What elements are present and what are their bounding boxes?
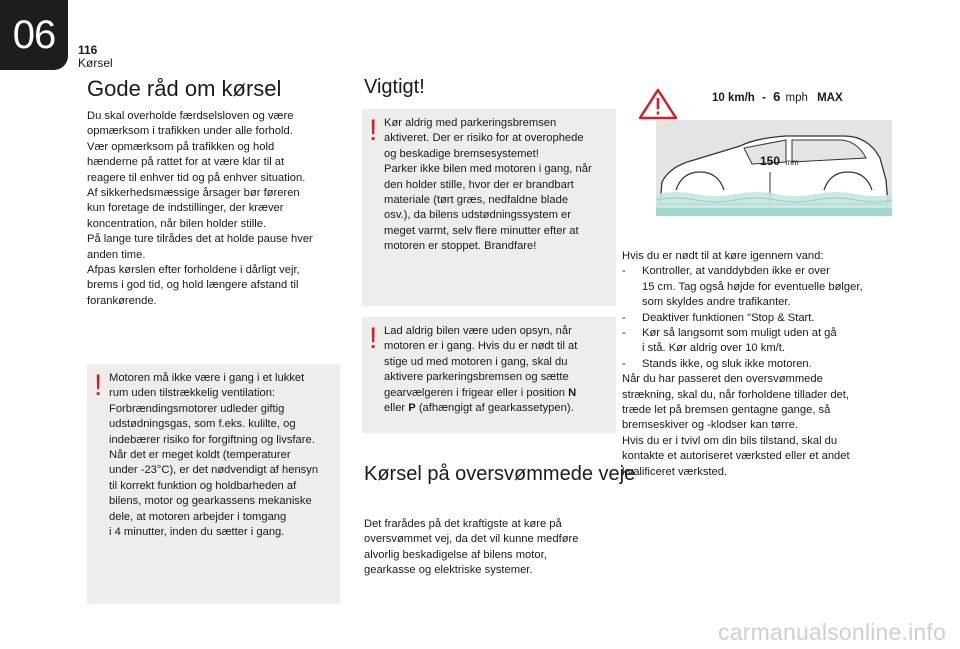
speed-mph-unit: mph: [785, 92, 808, 104]
warning-box-ventilation: [87, 364, 340, 604]
svg-text:10 km/h - 6: [712, 89, 843, 104]
text-line: i 4 minutter, inden du sætter i gang.: [109, 526, 285, 539]
text-line: Hvis du er i tvivl om din bils tilstand, skal du: [622, 434, 838, 447]
text-line: [384, 386, 608, 401]
text-line: Når det er meget koldt (temperaturer: [109, 449, 291, 462]
text-line: forankørende.: [87, 294, 157, 307]
text-line: Det frarådes på det kraftigste at køre på: [364, 518, 562, 530]
text-line: Forbrændingsmotorer udleder giftig: [109, 402, 285, 415]
exclamation-icon: !: [94, 369, 103, 402]
heading-flooded-roads: Kørsel på oversvømmede veje: [364, 463, 636, 485]
car-in-water-diagram: [636, 86, 892, 216]
watermark: carmanualsonline.info: [718, 619, 946, 645]
water-bottom: [656, 208, 892, 216]
text-line: oversvømmet vej, da det vil kunne medføre: [364, 533, 579, 546]
text-line: og beskadige bremsesystemet!: [384, 147, 539, 160]
warning-triangle-icon: [640, 90, 676, 118]
text-line: kun foretage de indstillinger, der kræver: [87, 202, 284, 215]
text-line: materiale (tørt græs, nedfaldne blade: [384, 194, 569, 207]
text-line: meget varmt, selv flere minutter efter at: [384, 224, 579, 237]
text-line: rum uden tilstrækkelig ventilation:: [109, 387, 276, 400]
text-line: Lad aldrig bilen være uden opsyn, når: [384, 325, 572, 337]
exclamation-icon: !: [369, 114, 378, 147]
warning-text: [384, 324, 608, 416]
text-line: bremseskiver og -klodser kan tørre.: [622, 419, 798, 432]
exclamation-icon: !: [369, 322, 378, 355]
list-item-text: Deaktiver funktionen "Stop & Start.: [642, 311, 815, 324]
text-line: Afpas kørslen efter forholdene i dårligt vejr,: [87, 264, 300, 277]
water-depth-unit: mm: [785, 158, 799, 167]
text-line: Af sikkerhedsmæssige årsager bør føreren: [87, 187, 300, 200]
warning-text: [384, 116, 608, 255]
list-item-text: Kør så langsomt som muligt uden at gå: [642, 327, 837, 340]
text-line: Parker ikke bilen med motoren i gang, når: [384, 163, 592, 176]
water-depth-value: 150: [760, 154, 781, 168]
text-line: aktivere parkeringsbremsen og sætte: [384, 371, 569, 384]
text-line: dele, at motoren arbejder i tomgang: [109, 510, 287, 523]
text-line: kontakte et autoriseret værksted eller et andet: [622, 450, 850, 463]
speed-max: MAX: [817, 92, 843, 104]
list-item-text: Kontroller, at vanddybden ikke er over: [642, 265, 830, 278]
list-dash: -: [622, 357, 626, 370]
text-line: som skyldes andre trafikanter.: [642, 296, 791, 309]
text-line: bilens, motor og gearkassens mekaniske: [109, 495, 312, 508]
list-item: [622, 264, 897, 279]
text-line: osv.), da bilens udstødningssystem er: [384, 209, 571, 222]
flooded-road-illustration: [636, 86, 892, 216]
flooded-roads-text: [364, 517, 614, 579]
text-line: reagere til enhver tid og på enhver situation.: [87, 171, 306, 184]
gear-position-n: N: [568, 386, 577, 399]
text-line: i stå. Kør aldrig over 10 km/t.: [642, 342, 785, 355]
text-line: aktiveret. Der er risiko for at overophede: [384, 132, 584, 145]
list-item: [622, 311, 897, 326]
list-item-text: Stands ikke, og sluk ikke motoren.: [642, 357, 812, 370]
section-name: Kørsel: [78, 56, 113, 70]
text-line: kvalificeret værksted.: [622, 465, 728, 478]
text-fragment: eller: [384, 402, 409, 415]
text-fragment: (afhængigt af gearkassetypen).: [415, 402, 574, 415]
text-line: Kør aldrig med parkeringsbremsen: [384, 117, 557, 129]
page-number: 116: [78, 43, 98, 57]
chapter-number: 06: [12, 12, 56, 57]
text-line: den holder stille, hvor der er brandbart: [384, 178, 574, 191]
text-line: Motoren må ikke være i gang i et lukket: [109, 372, 305, 384]
text-line: Vær opmærksom på trafikken og hold: [87, 140, 275, 153]
text-line: gearkasse og elektriske systemer.: [364, 564, 533, 577]
gear-position-p: P: [408, 402, 416, 415]
text-line: [384, 401, 608, 416]
flooded-roads-instructions: [622, 249, 897, 480]
text-line: brems i god tid, og hold længere afstand til: [87, 279, 299, 292]
list-dash: -: [622, 265, 626, 278]
text-line: under -23°C), er det nødvendigt af hensyn: [109, 464, 319, 477]
warning-text: [109, 371, 332, 540]
warning-box-unattended: [362, 317, 616, 433]
text-line: 15 cm. Tag også højde for eventuelle bølger,: [642, 280, 863, 293]
text-line: motoren er stoppet. Brandfare!: [384, 240, 537, 253]
heading-driving-tips: Gode råd om kørsel: [87, 76, 282, 101]
text-line: koncentration, når bilen holder stille.: [87, 217, 267, 230]
text-line: indebærer risiko for forgiftning og livsfare.: [109, 433, 315, 446]
text-line: udstødningsgas, som f.eks. kulilte, og: [109, 418, 296, 431]
text-line: motoren er i gang. Hvis du er nødt til at: [384, 340, 578, 353]
text-line: På lange ture tilrådes det at holde pause hver: [87, 233, 313, 246]
driving-tips-text: [87, 109, 337, 309]
list-dash: -: [622, 327, 626, 340]
list-item: [622, 326, 897, 341]
text-line: til korrekt funktion og holdbarheden af: [109, 479, 297, 492]
text-fragment: gearvælgeren i frigear eller i position: [384, 386, 569, 399]
speed-kmh: 10 km/h: [712, 92, 755, 104]
text-line: opmærksom i trafikken under alle forhold.: [87, 125, 293, 138]
speed-separator: -: [762, 92, 766, 104]
text-line: strækning, skal du, når forholdene tillader det,: [622, 388, 849, 401]
speed-mph-value: 6: [773, 89, 781, 104]
warning-box-parking-brake: [362, 109, 616, 306]
heading-important: Vigtigt!: [364, 76, 425, 98]
text-line: Hvis du er nødt til at køre igennem vand:: [622, 250, 824, 262]
list-dash: -: [622, 311, 626, 324]
text-line: hænderne på rattet for at være klar til at: [87, 156, 285, 169]
text-line: træde let på bremsen gentagne gange, så: [622, 404, 831, 417]
text-line: stige ud med motoren i gang, skal du: [384, 355, 568, 368]
text-line: Du skal overholde færdselsloven og være: [87, 110, 294, 122]
chapter-tab: [0, 0, 68, 70]
text-line: anden time.: [87, 248, 146, 261]
text-line: alvorlig beskadigelse af bilens motor,: [364, 548, 547, 561]
text-line: Når du har passeret den oversvømmede: [622, 373, 823, 386]
list-item: [622, 357, 897, 372]
